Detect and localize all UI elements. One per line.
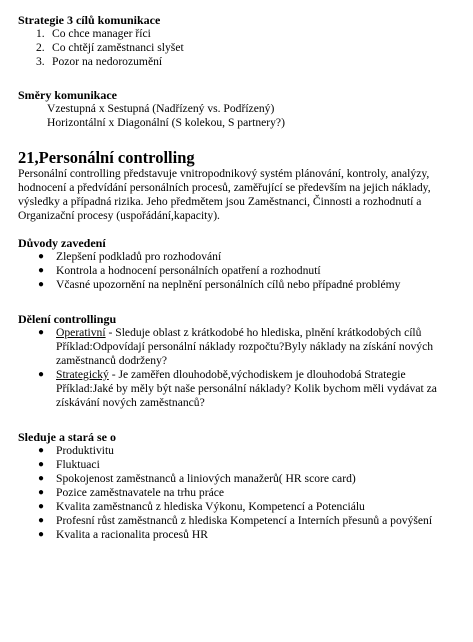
bullet-list — [18, 250, 459, 292]
list-item — [18, 368, 459, 410]
list-item: ● Fluktuaci — [38, 458, 100, 471]
section-communication-directions — [18, 88, 459, 130]
bullet-icon: ● — [38, 501, 45, 512]
list-item: 2. Co chtějí zaměstnanci slyšet — [36, 41, 184, 54]
bullet-icon: ● — [38, 459, 45, 470]
section-monitors — [18, 430, 459, 542]
list-item: 3. Pozor na nedorozumění — [36, 55, 163, 68]
section-personnel-controlling — [18, 148, 459, 223]
bullet-icon: ● — [38, 445, 45, 456]
bullet-list — [18, 444, 459, 542]
intro-paragraph: Personální controlling představuje vnitropodnikový systém plánování, kontroly, analýzy, hodnocení a předvídání personálních procesů, zaměřující se především na jejich náklady, výsledky a případná rizika. Jeho předmětem jsou Zaměstnanci, Činnosti a rozhodnutí a Organizační procesy (uspořádání,kapacity). — [18, 167, 431, 222]
bullet-icon: ● — [38, 515, 45, 526]
list-item: ● Produktivitu — [38, 444, 114, 457]
section-heading: Směry komunikace — [18, 88, 117, 102]
direction-line: Vzestupná x Sestupná (Nadřízený vs. Podřízený) — [47, 102, 275, 115]
bullet-icon: ● — [38, 265, 45, 276]
section-heading: Dělení controllingu — [18, 312, 117, 326]
section-heading: Strategie 3 cílů komunikace — [18, 13, 161, 27]
section-controlling-division — [18, 312, 459, 410]
term-strategic: Strategický — [56, 368, 109, 381]
list-item: ● Pozice zaměstnavatele na trhu práce — [38, 486, 225, 499]
bullet-icon: ● — [38, 529, 45, 540]
list-item: ● Kvalita zaměstnanců z hlediska Výkonu, Kompetencí a Potenciálu — [38, 500, 365, 513]
list-item: 1. Co chce manager říci — [36, 27, 151, 40]
list-item: ● Spokojenost zaměstnanců a liniových manažerů( HR score card) — [38, 472, 356, 485]
numbered-list — [18, 27, 459, 69]
list-item: ● Profesní růst zaměstnanců z hlediska Kompetencí a Interních přesunů a povýšení — [38, 514, 433, 527]
section-heading: Důvody zavedení — [18, 236, 106, 250]
chapter-heading: 21,Personální controlling — [18, 148, 195, 167]
bullet-icon: ● — [38, 369, 45, 380]
list-item: ● Zlepšení podkladů pro rozhodování — [38, 250, 222, 263]
list-item: ● Kontrola a hodnocení personálních opatření a rozhodnutí — [38, 264, 321, 277]
direction-line: Horizontální x Diagonální (S kolekou, S partnery?) — [47, 116, 285, 129]
term-description: - Sleduje oblast z krátkodobé ho hlediska, plnění krátkodobých cílů Příklad:Odpovídají personální náklady rozpočtu?Byly náklady na získání nových zaměstnanců dodrženy? — [56, 326, 434, 367]
section-reasons — [18, 236, 459, 292]
bullet-icon: ● — [38, 279, 45, 290]
bullet-icon: ● — [38, 327, 45, 338]
term-operative: Operativní — [56, 326, 106, 339]
bullet-icon: ● — [38, 473, 45, 484]
section-communication-goals — [18, 13, 459, 69]
bullet-icon: ● — [38, 251, 45, 262]
list-item — [18, 326, 459, 368]
section-heading: Sleduje a stará se o — [18, 430, 116, 444]
term-description: - Je zaměřen dlouhodobě,východiskem je dlouhodobá Strategie Příklad:Jaké by měly být naše personální náklady? Kolik bychom měli vydávat za získávání nových zaměstnanců? — [56, 368, 437, 409]
list-item: ● Kvalita a racionalita procesů HR — [38, 528, 208, 541]
bullet-icon: ● — [38, 487, 45, 498]
bullet-list — [18, 326, 459, 410]
list-item: ● Včasné upozornění na neplnění personálních cílů nebo případné problémy — [38, 278, 401, 291]
